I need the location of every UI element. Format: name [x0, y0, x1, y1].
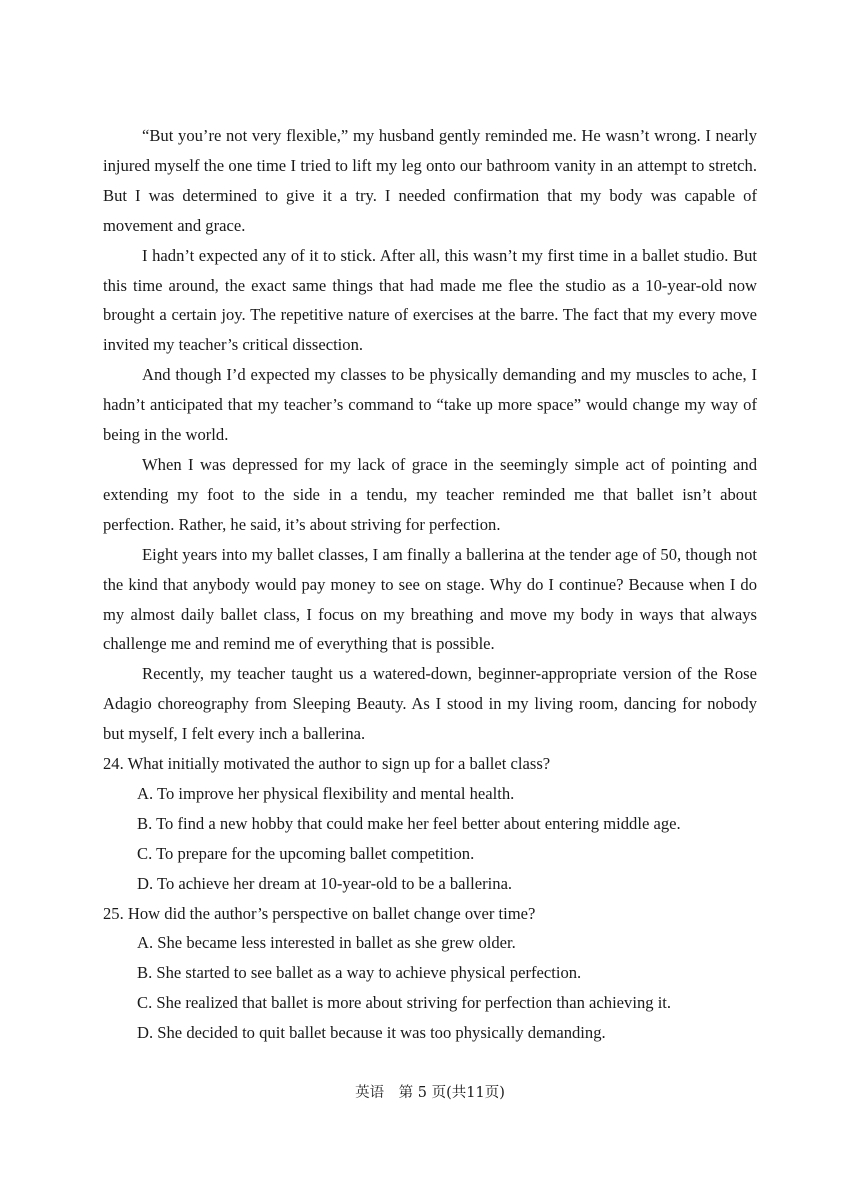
- passage-paragraph-1: “But you’re not very flexible,” my husband gently reminded me. He wasn’t wrong. I nearly injured myself the one time I tried to lift my leg onto our bathroom vanity in an attempt to stretch. But I was determined to give it a try. I needed confirmation that my body was capable of movement and grace.: [103, 126, 757, 235]
- passage-paragraph-2: I hadn’t expected any of it to stick. After all, this wasn’t my first time in a ballet studio. But this time around, the exact same things that had made me flee the studio as a 10-year-old now brought a certain joy. The repetitive nature of exercises at the barre. The fact that my every move invited my teacher’s critical dissection.: [103, 245, 757, 355]
- question-24-option-c: C. To prepare for the upcoming ballet competition.: [137, 843, 475, 863]
- question-25-option-d: D. She decided to quit ballet because it was too physically demanding.: [137, 1023, 606, 1043]
- question-24-option-d: D. To achieve her dream at 10-year-old to be a ballerina.: [137, 873, 513, 893]
- question-24-option-b: B. To find a new hobby that could make her feel better about entering middle age.: [137, 813, 681, 833]
- passage-paragraph-6: Recently, my teacher taught us a watered-down, beginner-appropriate version of the Rose Adagio choreography from Sleeping Beauty. As I stood in my living room, dancing for nobody but myself, I felt every inch a ballerina.: [103, 664, 757, 744]
- question-25-option-a: A. She became less interested in ballet as she grew older.: [137, 933, 516, 953]
- question-25: [103, 899, 757, 1049]
- passage-paragraph-5: Eight years into my ballet classes, I am finally a ballerina at the tender age of 50, though not the kind that anybody would pay money to see on stage. Why do I continue? Because when I do my almost daily ballet class, I focus on my breathing and move my body in ways that always challenge me and remind me of everything that is possible.: [103, 544, 757, 654]
- reading-passage-block: [103, 121, 757, 1048]
- page-footer: 英语 第 5 页(共11页): [355, 1085, 505, 1101]
- question-24: [103, 749, 757, 899]
- passage-paragraph-3: And though I’d expected my classes to be physically demanding and my muscles to ache, I hadn’t anticipated that my teacher’s command to “take up more space” would change my way of being in the world.: [103, 365, 757, 445]
- question-25-option-b: B. She started to see ballet as a way to achieve physical perfection.: [137, 963, 582, 983]
- question-24-stem: 24. What initially motivated the author to sign up for a ballet class?: [103, 754, 551, 774]
- question-24-option-a: A. To improve her physical flexibility and mental health.: [137, 783, 515, 803]
- question-25-option-c: C. She realized that ballet is more about striving for perfection than achieving it.: [137, 993, 672, 1013]
- passage-paragraph-4: When I was depressed for my lack of grace in the seemingly simple act of pointing and extending my foot to the side in a tendu, my teacher reminded me that ballet isn’t about perfection. Rather, he said, it’s about striving for perfection.: [103, 454, 757, 534]
- question-25-stem: 25. How did the author’s perspective on ballet change over time?: [103, 903, 536, 923]
